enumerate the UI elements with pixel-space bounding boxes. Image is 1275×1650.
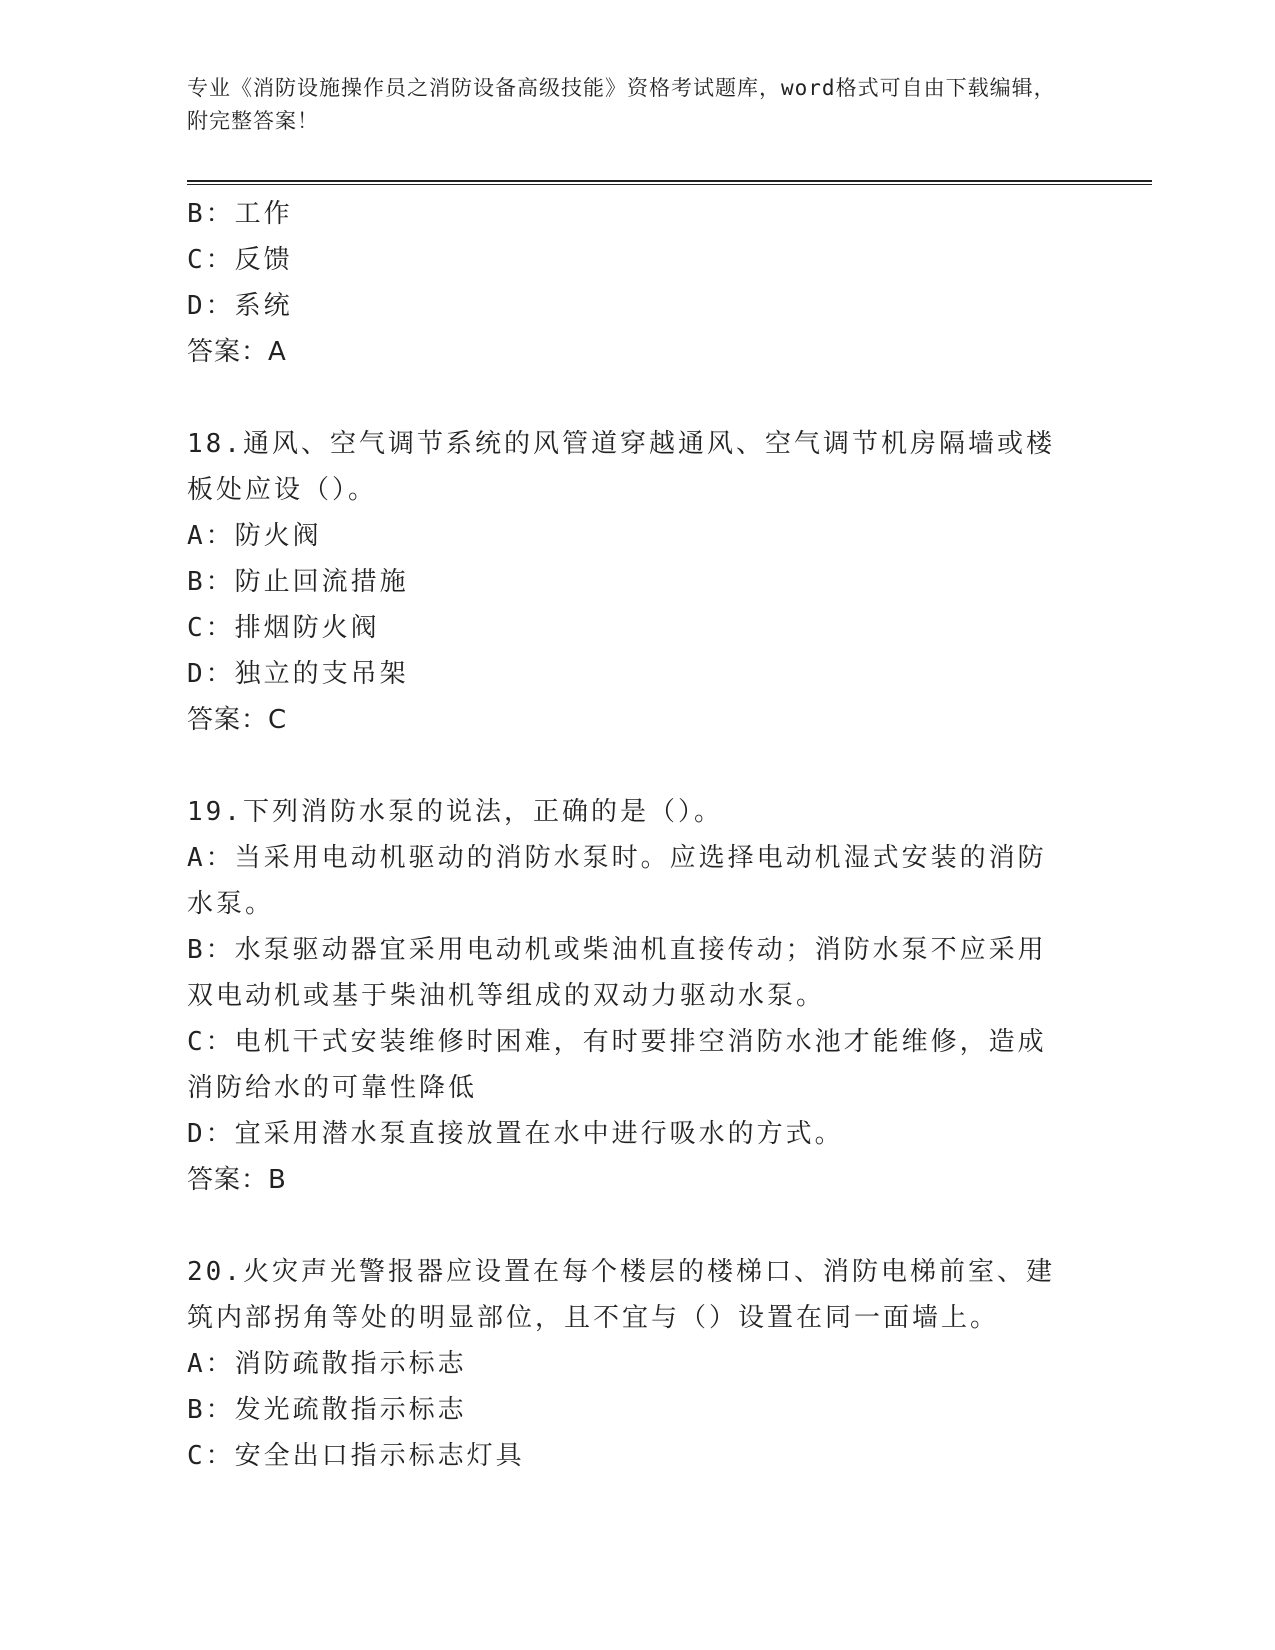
- option-b: B：发光疏散指示标志: [187, 1395, 467, 1425]
- answer: 答案：B: [187, 1165, 287, 1195]
- question-20: [187, 1249, 1087, 1479]
- question-19: [187, 789, 1087, 1203]
- option-c: C：反馈: [187, 245, 293, 275]
- question-list: [187, 191, 1087, 1479]
- option-a: A：防火阀: [187, 521, 322, 551]
- answer: 答案：C: [187, 705, 288, 735]
- option-c: C：安全出口指示标志灯具: [187, 1441, 525, 1471]
- question-stem: 18.通风、空气调节系统的风管道穿越通风、空气调节机房隔墙或楼板处应设（）。: [187, 429, 1055, 505]
- option-d: D：独立的支吊架: [187, 659, 409, 689]
- question-stem: 20.火灾声光警报器应设置在每个楼层的楼梯口、消防电梯前室、建筑内部拐角等处的明显部位，且不宜与（）设置在同一面墙上。: [187, 1257, 1055, 1333]
- option-c: C：排烟防火阀: [187, 613, 380, 643]
- option-d: D：宜采用潜水泵直接放置在水中进行吸水的方式。: [187, 1119, 844, 1149]
- document-page: [187, 72, 1087, 1479]
- answer: 答案：A: [187, 337, 287, 367]
- question-18: [187, 421, 1087, 743]
- question-stem: 19.下列消防水泵的说法，正确的是（）。: [187, 797, 723, 827]
- option-a: A：当采用电动机驱动的消防水泵时。应选择电动机湿式安装的消防水泵。: [187, 843, 1047, 919]
- document-header: 专业《消防设施操作员之消防设备高级技能》资格考试题库，word格式可自由下载编辑，附完整答案！: [187, 76, 1056, 133]
- option-d: D：系统: [187, 291, 293, 321]
- option-b: B：工作: [187, 199, 293, 229]
- question-17-partial: [187, 191, 1087, 375]
- option-a: A：消防疏散指示标志: [187, 1349, 467, 1379]
- option-c: C：电机干式安装维修时困难，有时要排空消防水池才能维修，造成消防给水的可靠性降低: [187, 1027, 1047, 1103]
- option-b: B：防止回流措施: [187, 567, 409, 597]
- option-b: B：水泵驱动器宜采用电动机或柴油机直接传动；消防水泵不应采用双电动机或基于柴油机等组成的双动力驱动水泵。: [187, 935, 1047, 1011]
- header-divider: [187, 180, 1152, 185]
